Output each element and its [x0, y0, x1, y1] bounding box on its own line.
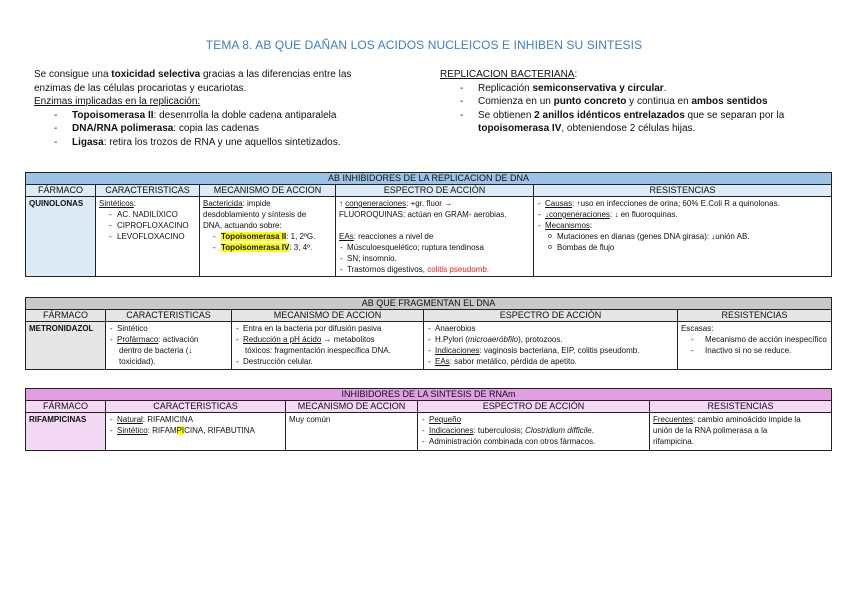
col-header-mech: MECANISMO DE ACCION: [232, 310, 424, 322]
intro-line-2: enzimas de las células procariotas y eucariotas.: [34, 82, 247, 94]
col-header-chars: CARACTERISTICAS: [106, 401, 286, 413]
list-item: - CIPROFLOXACINO: [99, 220, 196, 231]
col-header-chars: CARACTERISTICAS: [96, 185, 200, 197]
col-header-mech: MECANISMO DE ACCION: [286, 401, 418, 413]
col-header-drug: FÁRMACO: [26, 310, 106, 322]
col-header-drug: FÁRMACO: [26, 185, 96, 197]
col-header-resist: RESISTENCIAS: [650, 401, 832, 413]
enzymes-title: Enzimas implicadas en la replicación:: [34, 96, 201, 107]
col-header-resist: RESISTENCIAS: [534, 185, 832, 197]
list-item: - Entra en la bacteria por difusión pasiva: [235, 323, 420, 334]
intro-line-1: Se consigue una toxicidad selectiva gracias a las diferencias entre las: [34, 69, 352, 80]
list-item: - DNA/RNA polimerasa: copia las cadenas: [34, 122, 414, 136]
replication-title: REPLICACION BACTERIANA:: [440, 69, 578, 80]
mech-cell: - Entra en la bacteria por difusión pasiva - Reducción a pH ácido → metabolitos tóxicos: fragmentación inespecífica DNA. - Destrucción celular.: [232, 322, 424, 370]
list-item: o Bombas de flujo: [537, 242, 828, 253]
list-item: - Topoisomerasa II: desenrrolla la doble cadena antiparalela: [34, 109, 414, 123]
spectrum-cell: [418, 413, 650, 451]
list-item: - Indicaciones: vaginosis bacteriana, EIP, colitis pseudomb.: [427, 345, 674, 356]
chars-cell: - Sintético - Profármaco: activación dentro de bacteria (↓ toxicidad).: [106, 322, 232, 370]
table-row: [26, 413, 832, 451]
list-item: - Trastornos digestivos, colitis pseudomb.: [339, 264, 530, 275]
table-dna-replication-inhibitors: [25, 172, 832, 277]
table-header: AB INHIBIDORES DE LA REPLICACION DE DNA: [26, 173, 832, 185]
list-item: - Mecanismo de acción inespecífico: [681, 334, 828, 345]
col-header-drug: FÁRMACO: [26, 401, 106, 413]
spectrum-cell: [424, 322, 678, 370]
list-item: - ↓congeneraciones: ↓ en fluoroquinas.: [537, 209, 828, 220]
page-title: TEMA 8. AB QUE DAÑAN LOS ACIDOS NUCLEICOS E INHIBEN SU SINTESIS: [205, 38, 643, 52]
list-item: - Reducción a pH ácido → metabolitos: [235, 334, 420, 345]
resist-cell: Frecuentes: cambio aminoácido impide la unión de la RNA polimerasa a la rifampicina.: [650, 413, 832, 451]
list-item: - Anaerobios: [427, 323, 674, 334]
list-item: - Sintético: [109, 323, 228, 334]
drug-name: QUINOLONAS: [26, 197, 96, 277]
list-item: - Sintético: RIFAMPICINA, RIFABUTINA: [109, 425, 282, 436]
list-item: - EAs: sabor metálico, pérdida de apetito.: [427, 356, 674, 367]
col-header-chars: CARACTERISTICAS: [106, 310, 232, 322]
list-item: - LEVOFLOXACINO: [99, 231, 196, 242]
list-item: - Natural: RIFAMICINA: [109, 414, 282, 425]
chars-cell: [106, 413, 286, 451]
list-item: - Comienza en un punto concreto y continua en ambos sentidos: [440, 95, 820, 109]
list-item: - Indicaciones: tuberculosis; Clostridium difficile.: [421, 425, 646, 436]
list-item: - Pequeño: [421, 414, 646, 425]
col-header-spectrum: ESPECTRO DE ACCIÓN: [418, 401, 650, 413]
list-item: - Ligasa: retira los trozos de RNA y une aquellos sintetizados.: [34, 136, 414, 150]
col-header-resist: RESISTENCIAS: [678, 310, 832, 322]
list-item: - Mecanismos:: [537, 220, 828, 231]
list-item: - Músculoesquelético; ruptura tendinosa: [339, 242, 530, 253]
replication-list: [440, 82, 820, 136]
list-item: - Causas: ↑uso en infecciones de orina; 60% E.Coli R a quinolonas.: [537, 198, 828, 209]
list-item: - H.Pylori (microaeróbfilo), protozoos.: [427, 334, 674, 345]
resist-cell: Escasas: - Mecanismo de acción inespecífico - Inactivo si no se reduce.: [678, 322, 832, 370]
enzymes-list: [34, 109, 414, 150]
list-item: - SN; insomnio.: [339, 253, 530, 264]
table-header: AB QUE FRAGMENTAN EL DNA: [26, 298, 832, 310]
drug-name: METRONIDAZOL: [26, 322, 106, 370]
list-item: - Topoisomerasa II: 1, 2ºG.: [203, 231, 332, 242]
list-item: - Profármaco: activación: [109, 334, 228, 345]
list-item: - Destrucción celular.: [235, 356, 420, 367]
col-header-spectrum: ESPECTRO DE ACCIÓN: [424, 310, 678, 322]
list-item: - Administración combinada con otros fármacos.: [421, 436, 646, 447]
list-item: - AC. NADILÍXICO: [99, 209, 196, 220]
mech-cell: Muy común: [286, 413, 418, 451]
intro-section: [34, 68, 414, 149]
list-item: - Se obtienen 2 anillos idénticos entrelazados que se separan por la topoisomerasa IV, obteniendose 2 células hijas.: [440, 109, 820, 136]
table-dna-fragmenting: [25, 297, 832, 370]
drug-name: RIFAMPICINAS: [26, 413, 106, 451]
chars-cell: Sintéticos: - AC. NADILÍXICO - CIPROFLOXACINO - LEVOFLOXACINO: [96, 197, 200, 277]
table-header: INHIBIDORES DE LA SINTESIS DE RNAm: [26, 389, 832, 401]
col-header-mech: MECANISMO DE ACCION: [200, 185, 336, 197]
mech-cell: Bactericida: impide desdoblamiento y síntesis de DNA, actuando sobre: - Topoisomerasa II: 1, 2ºG. - Topoisomerasa IV: 3, 4º.: [200, 197, 336, 277]
replication-section: [440, 68, 820, 136]
table-row: [26, 197, 832, 277]
spectrum-cell: ↑ congeneraciones: +gr. fluor → FLUOROQUINAS: actúan en GRAM- aerobias. EAs: reacciones a nivel de - Músculoesquelético; ruptura tendinosa - SN; insomnio. - Trastornos digestivos, colitis pseudomb.: [336, 197, 534, 277]
table-row: [26, 322, 832, 370]
resist-cell: [534, 197, 832, 277]
list-item: o Mutaciones en dianas (genes DNA girasa): ↓unión AB.: [537, 231, 828, 242]
col-header-spectrum: ESPECTRO DE ACCIÓN: [336, 185, 534, 197]
table-rna-synthesis-inhibitors: [25, 388, 832, 451]
list-item: - Inactivo si no se reduce.: [681, 345, 828, 356]
list-item: - Replicación semiconservativa y circular.: [440, 82, 820, 96]
list-item: - Topoisomerasa IV: 3, 4º.: [203, 242, 332, 253]
